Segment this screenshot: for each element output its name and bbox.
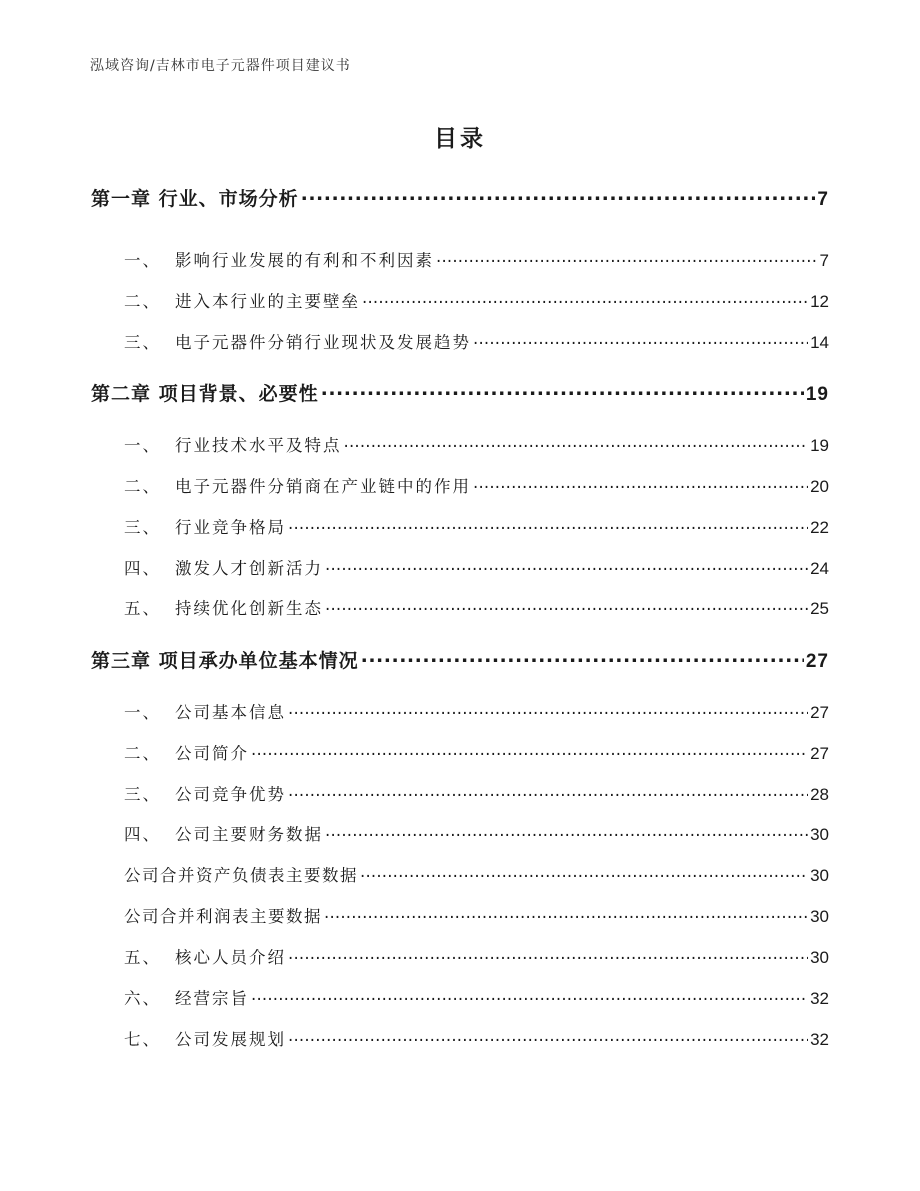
toc-leader-dots: [251, 988, 808, 1005]
toc-page-number: 25: [810, 599, 829, 618]
toc-leader-dots: [288, 1029, 808, 1046]
toc-page-number: 32: [810, 1030, 829, 1049]
toc-entry-label: 进入本行业的主要壁垒: [175, 292, 360, 311]
toc-page-number: 28: [810, 785, 829, 804]
toc-entry-label: 第一章 行业、市场分析: [91, 188, 299, 210]
toc-entry-number: 二、: [124, 477, 161, 496]
toc-leader-dots: [251, 743, 808, 760]
toc-entry-number: 三、: [124, 333, 161, 352]
toc-leader-dots: [361, 648, 804, 667]
toc-entry[interactable]: [124, 288, 829, 312]
toc-entry[interactable]: [124, 821, 829, 845]
toc-entry[interactable]: [124, 781, 829, 805]
toc-leader-dots: [362, 291, 808, 308]
toc-leader-dots: [321, 381, 804, 400]
toc-subentry[interactable]: [124, 903, 829, 927]
toc-leader-dots: [473, 476, 808, 493]
toc-entry-number: 三、: [124, 518, 161, 537]
toc-entry[interactable]: [124, 595, 829, 619]
toc-leader-dots: [288, 784, 808, 801]
toc-entry-label: 公司合并资产负债表主要数据: [124, 866, 358, 885]
toc-page-number: 27: [810, 744, 829, 763]
toc-entry-label: 电子元器件分销行业现状及发展趋势: [175, 333, 471, 352]
toc-entry[interactable]: [124, 555, 829, 579]
toc-leader-dots: [325, 598, 808, 615]
toc-entry-number: 七、: [124, 1030, 161, 1049]
toc-entry-number: 三、: [124, 785, 161, 804]
toc-entry[interactable]: [124, 432, 829, 456]
toc-page-number: 27: [805, 651, 829, 672]
toc-page-number: 30: [810, 907, 829, 926]
toc-chapter-2[interactable]: [91, 379, 829, 406]
toc-entry[interactable]: [124, 473, 829, 497]
toc-entry-number: 一、: [124, 703, 161, 722]
toc-entry[interactable]: [124, 985, 829, 1009]
toc-page-number: 19: [810, 436, 829, 455]
toc-entry-number: 五、: [124, 599, 161, 618]
toc-page-number: 22: [810, 518, 829, 537]
toc-subentry[interactable]: [124, 862, 829, 886]
toc-entry-number: 五、: [124, 948, 161, 967]
toc-chapter-3[interactable]: [91, 646, 829, 673]
toc-leader-dots: [344, 435, 809, 452]
toc-entry-label: 公司主要财务数据: [175, 825, 323, 844]
toc-page-number: 30: [810, 825, 829, 844]
page-title: 目录: [434, 126, 486, 152]
toc-entry-label: 核心人员介绍: [175, 948, 286, 967]
toc-entry[interactable]: [124, 699, 829, 723]
toc-leader-dots: [473, 332, 808, 349]
toc-entry-number: 二、: [124, 744, 161, 763]
toc-entry[interactable]: [124, 329, 829, 353]
toc-entry-number: 二、: [124, 292, 161, 311]
toc-leader-dots: [288, 517, 808, 534]
toc-entry-label: 公司发展规划: [175, 1030, 286, 1049]
toc-page-number: 12: [810, 292, 829, 311]
toc-page-number: 30: [810, 948, 829, 967]
toc-entry-number: 四、: [124, 825, 161, 844]
toc-entry-label: 激发人才创新活力: [175, 559, 323, 578]
toc-leader-dots: [436, 250, 818, 267]
toc-page-number: 7: [819, 251, 829, 270]
toc-page-number: 30: [810, 866, 829, 885]
toc-page-number: 24: [810, 559, 829, 578]
toc-entry-label: 持续优化创新生态: [175, 599, 323, 618]
toc-chapter-1[interactable]: [91, 184, 829, 211]
toc-entry[interactable]: [124, 944, 829, 968]
page-header: 泓域咨询/吉林市电子元器件项目建议书: [90, 58, 351, 74]
toc-entry[interactable]: [124, 740, 829, 764]
toc-page-number: 14: [810, 333, 829, 352]
toc-entry-label: 行业竞争格局: [175, 518, 286, 537]
toc-leader-dots: [301, 186, 816, 205]
toc-leader-dots: [325, 558, 808, 575]
toc-page-number: 20: [810, 477, 829, 496]
toc-entry[interactable]: [124, 247, 829, 271]
toc-entry-number: 六、: [124, 989, 161, 1008]
toc-entry-label: 公司简介: [175, 744, 249, 763]
toc-page-number: 32: [810, 989, 829, 1008]
toc-entry-label: 公司基本信息: [175, 703, 286, 722]
toc-page-number: 27: [810, 703, 829, 722]
toc-leader-dots: [325, 824, 808, 841]
toc-entry-label: 公司竞争优势: [175, 785, 286, 804]
toc-page-number: 7: [817, 189, 829, 210]
toc-entry-label: 行业技术水平及特点: [175, 436, 342, 455]
toc-entry-label: 电子元器件分销商在产业链中的作用: [175, 477, 471, 496]
toc-entry[interactable]: [124, 1026, 829, 1050]
toc-entry-number: 一、: [124, 436, 161, 455]
toc-leader-dots: [360, 865, 808, 882]
toc-entry-number: 四、: [124, 559, 161, 578]
toc-entry[interactable]: [124, 514, 829, 538]
toc-entry-label: 第三章 项目承办单位基本情况: [91, 650, 359, 672]
toc-page-number: 19: [805, 384, 829, 405]
toc-entry-label: 经营宗旨: [175, 989, 249, 1008]
toc-entry-label: 影响行业发展的有利和不利因素: [175, 251, 434, 270]
toc-entry-label: 公司合并利润表主要数据: [124, 907, 322, 926]
toc-entry-label: 第二章 项目背景、必要性: [91, 383, 319, 405]
toc-leader-dots: [288, 947, 808, 964]
toc-entry-number: 一、: [124, 251, 161, 270]
toc-leader-dots: [288, 702, 808, 719]
toc-leader-dots: [324, 906, 808, 923]
